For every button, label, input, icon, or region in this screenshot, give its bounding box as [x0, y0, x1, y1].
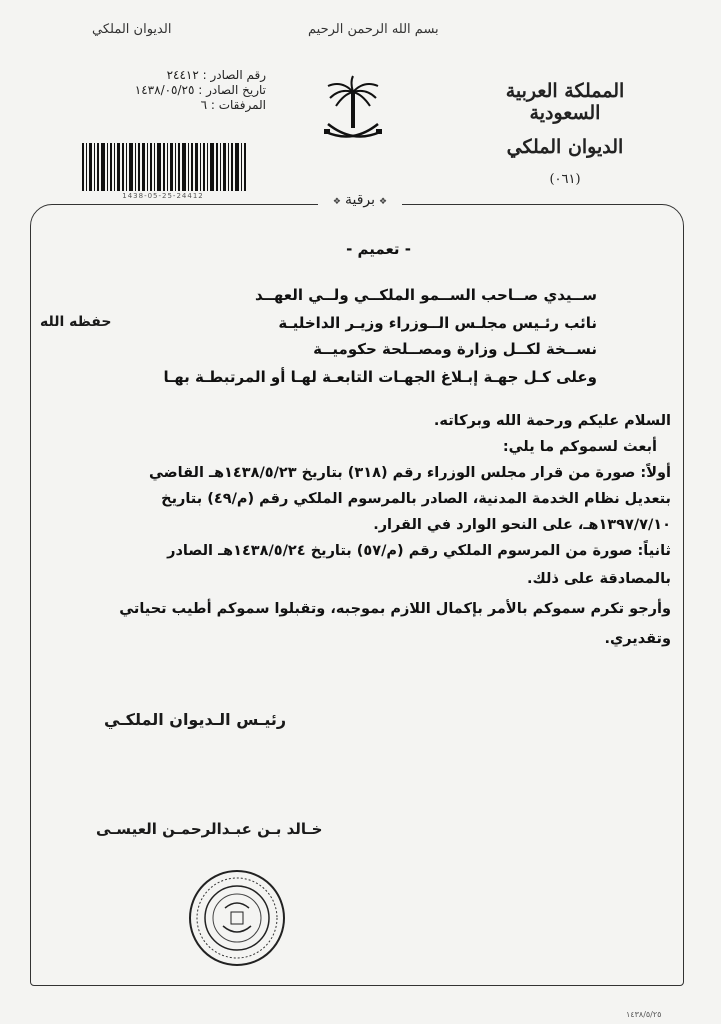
address-line-3: نســخة لكــل وزارة ومصــلحة حكوميــة: [313, 340, 597, 358]
body-line-7: وأرجو تكرم سموكم بالأمر بإكمال اللازم بموجبه، وتقبلوا سموكم أطيب تحياتي: [119, 601, 671, 617]
honorific: حفظه الله: [40, 314, 112, 330]
body-line-2: أولاً: صورة من قرار مجلس الوزراء رقم (٣١٨) بتاريخ ١٤٣٨/٥/٢٣هـ القاضي: [149, 465, 671, 481]
subject: - تعميم -: [346, 240, 411, 258]
address-line-4: وعلى كـل جهـة إبـلاغ الجهـات التابعـة لهـا أو المرتبطـة بهـا: [163, 368, 597, 386]
body-line-4: ١٣٩٧/٧/١٠هـ، على النحو الوارد في القرار.: [373, 517, 671, 533]
body-line-3: بتعديل نظام الخدمة المدنية، الصادر بالمرسوم الملكي رقم (م/٤٩) بتاريخ: [161, 491, 671, 507]
address-line-1: ســيدي صــاحب الســمو الملكــي ولــي العهــد: [254, 286, 597, 304]
basmala: بسم الله الرحمن الرحيم: [308, 22, 439, 37]
issue-info: [86, 68, 266, 113]
signatory-title: رئيـس الـديوان الملكـي: [104, 710, 287, 729]
barcode: [82, 143, 246, 191]
greeting: السلام عليكم ورحمة الله وبركاته.: [433, 413, 671, 429]
issue-date: تاريخ الصادر : ١٤٣٨/٠٥/٢٥: [134, 83, 266, 97]
issue-number: رقم الصادر : ٢٤٤١٢: [166, 68, 266, 82]
kingdom-name: المملكة العربية السعودية: [505, 80, 625, 124]
body-line-6: بالمصادقة على ذلك.: [526, 571, 671, 587]
royal-seal-icon: [187, 868, 287, 968]
attachments: المرفقات : ٦: [200, 98, 266, 112]
diwan-header-small: الديوان الملكي: [92, 22, 172, 37]
body-line-8: وتقديري.: [604, 631, 671, 647]
signatory-name: خـالد بـن عبـدالرحمـن العيسـى: [96, 820, 323, 838]
body-line-1: أبعث لسموكم ما يلي:: [502, 439, 657, 455]
kingdom-header: [480, 80, 650, 187]
saudi-emblem-icon: [322, 74, 384, 150]
form-code: (٠٦١): [549, 172, 581, 187]
barcode-number: 1438-05-25-24412: [122, 192, 204, 200]
diwan-name: الديوان الملكي: [506, 136, 624, 158]
address-line-2: نائب رئـيس مجلـس الــوزراء وزيـر الداخليـة: [278, 314, 597, 332]
telegram-ribbon: ❖ برقية ❖: [318, 186, 402, 214]
footer-code: ١٤٣٨/٥/٢٥: [626, 1010, 662, 1019]
body-line-5: ثانياً: صورة من المرسوم الملكي رقم (م/٥٧) بتاريخ ١٤٣٨/٥/٢٤هـ الصادر: [167, 543, 671, 559]
